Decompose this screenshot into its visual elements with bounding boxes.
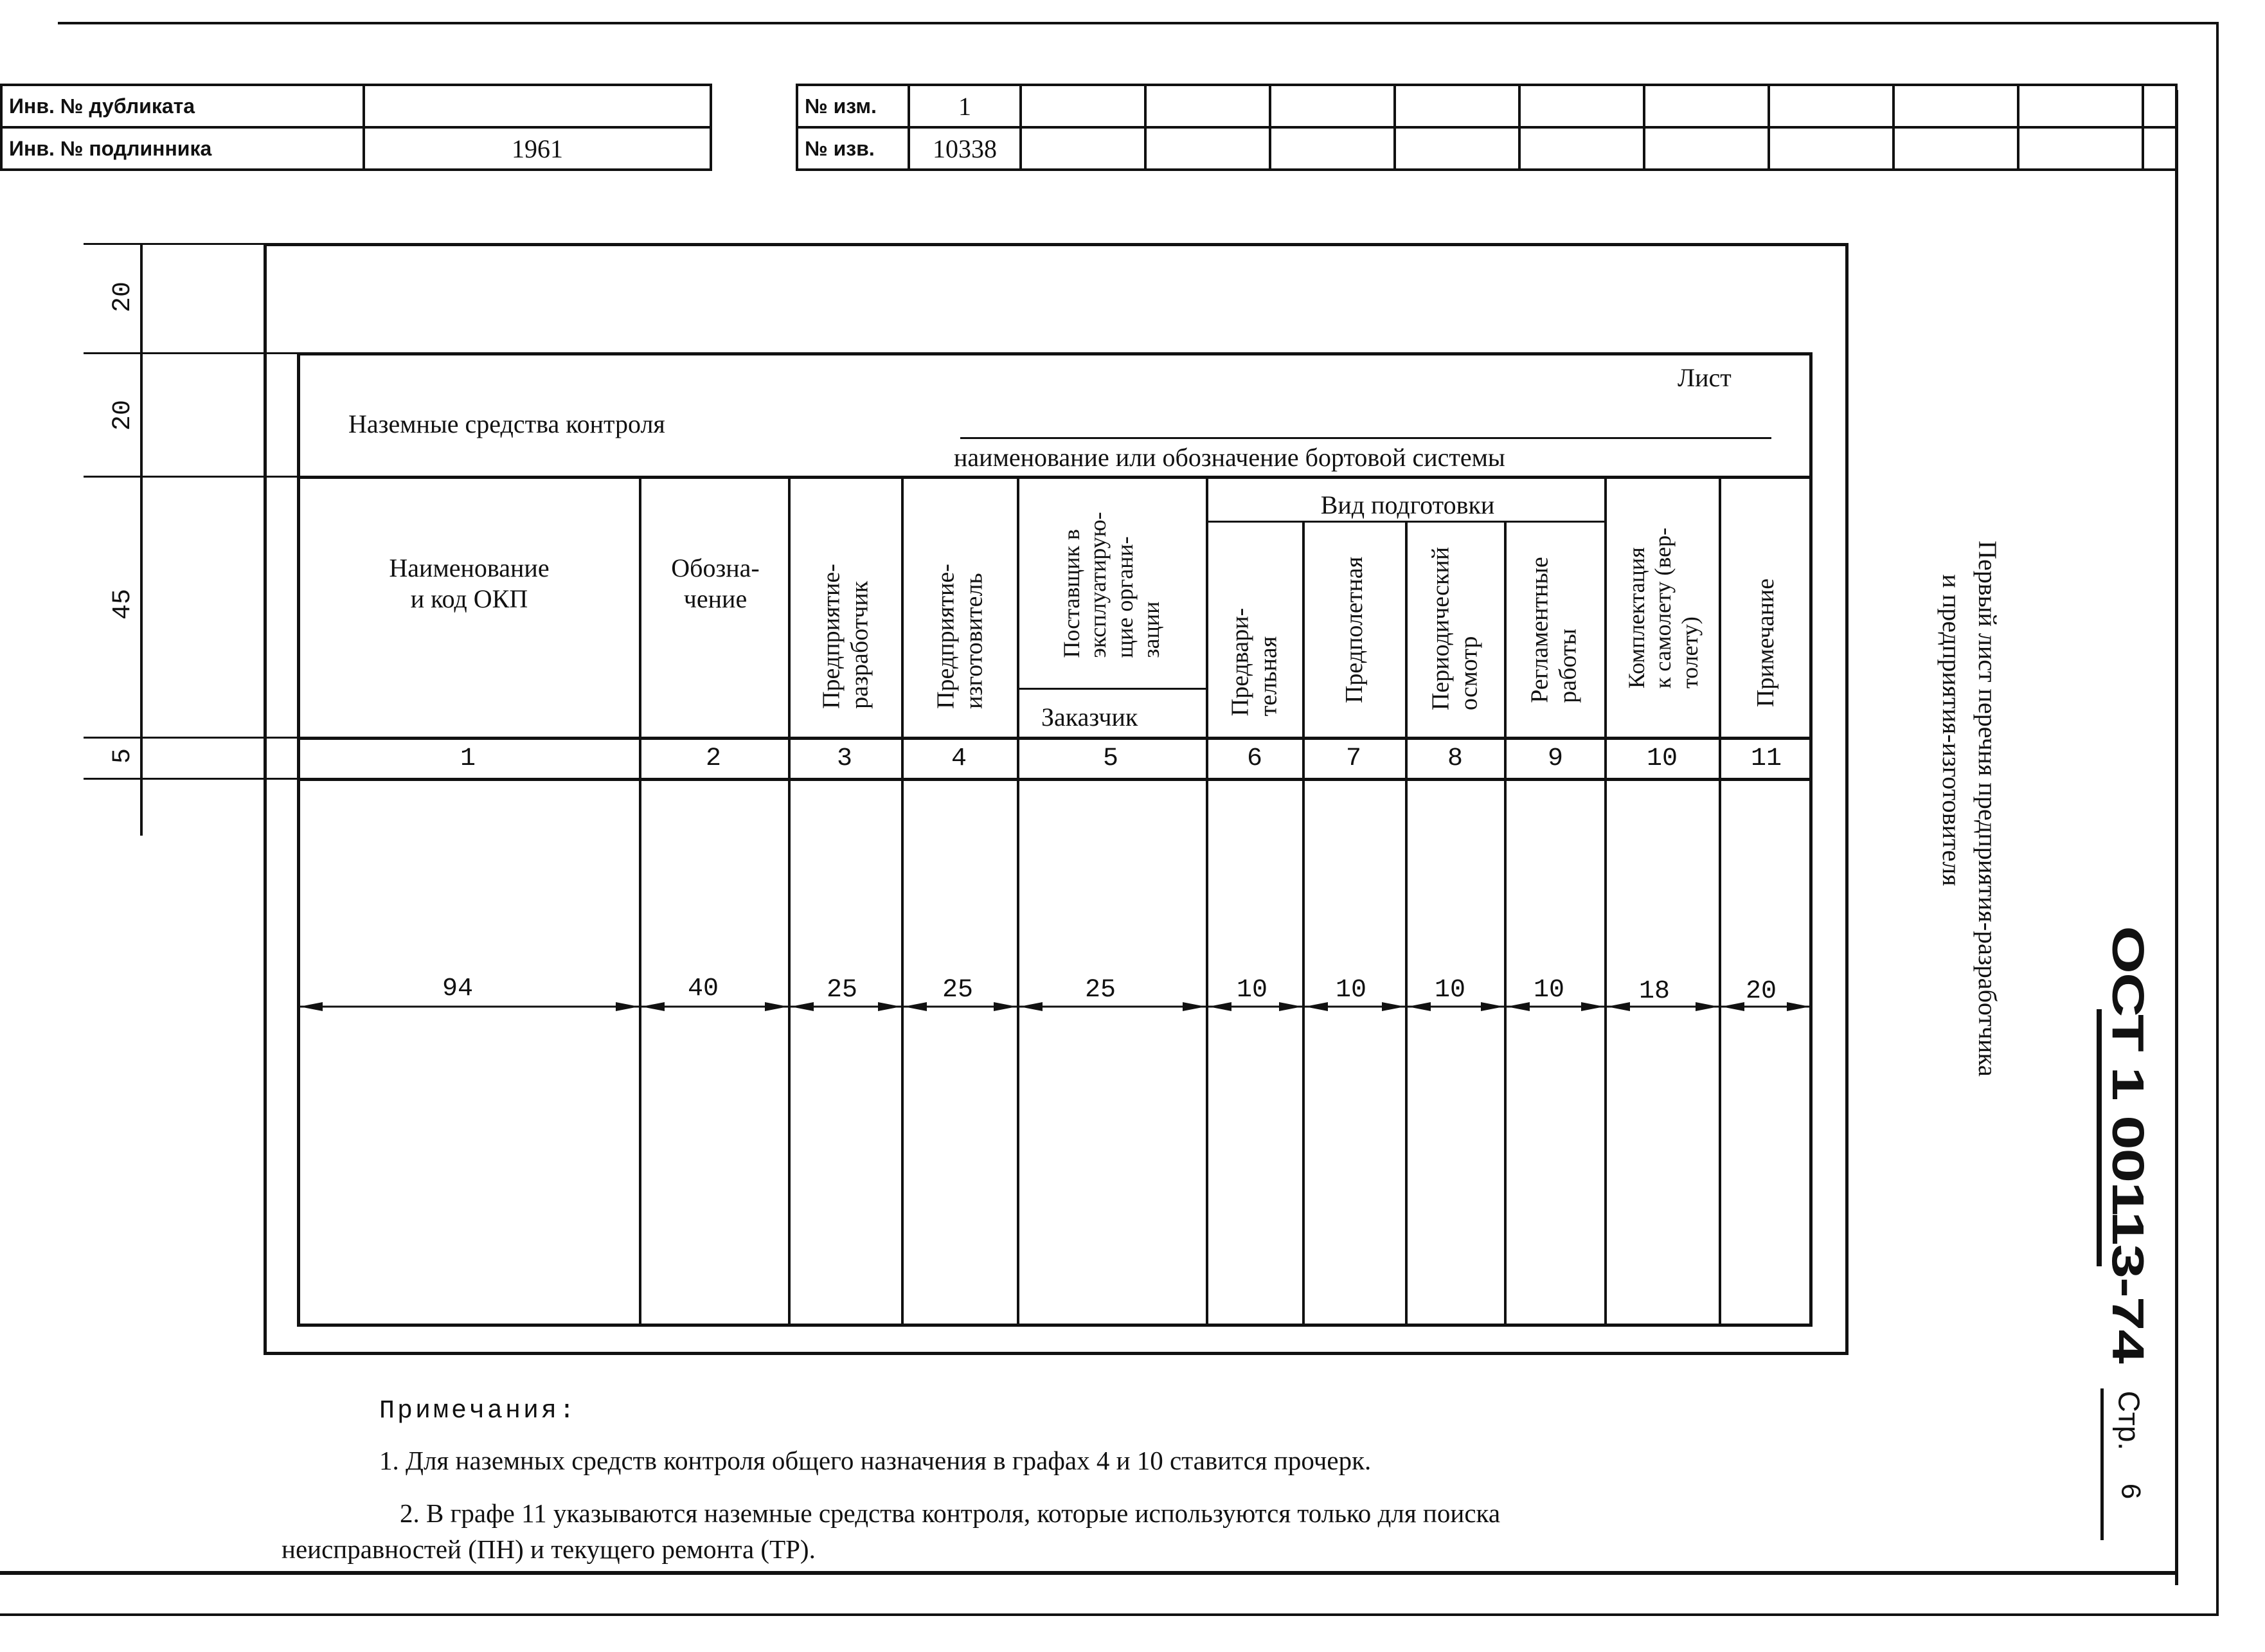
header-col-9: Регламентные работы (1526, 557, 1581, 703)
inner-bottom-line (0, 1571, 2178, 1575)
header-top-rule (297, 476, 1813, 479)
col-number-11: 11 (1750, 744, 1782, 773)
inner-right-line (2175, 90, 2178, 1585)
col-rule-3 (901, 477, 904, 1327)
page-number: 6 (2113, 1482, 2145, 1500)
note-2-line-1: 2. В графе 11 указываются наземные средства контроля, которые используются только для поиска (400, 1498, 1501, 1528)
header-col-11: Примечание (1752, 578, 1780, 708)
width-label-6: 10 (1236, 976, 1268, 1005)
form-title: Наземные средства контроля (348, 409, 665, 438)
col-number-10: 10 (1646, 744, 1678, 773)
dim-label-1: 20 (109, 281, 138, 313)
header-col-7: Предполетная (1341, 556, 1368, 704)
customer-rule (1018, 688, 1207, 690)
width-label-11: 20 (1745, 977, 1777, 1006)
change-stamp (796, 84, 2178, 171)
header-col-5: Поставщик в эксплуатирую- щие органи- зации (1059, 512, 1165, 658)
dim-ext-1 (84, 243, 267, 245)
col-rule-5 (1206, 477, 1208, 1327)
dup-label: Инв. № дубликата (1, 85, 364, 127)
system-caption: наименование или обозначение бортовой системы (954, 443, 1505, 472)
frame-top-line (58, 22, 2217, 24)
header-bottom-rule (297, 737, 1813, 740)
header-col-10: Комплектация к самолету (вер- толету) (1623, 527, 1703, 689)
col-number-1: 1 (460, 744, 476, 773)
width-dimension-line (297, 994, 1813, 1019)
page-label: Стр. (2112, 1390, 2146, 1451)
notice-label: № изв. (797, 127, 909, 170)
frame-bottom-line (0, 1613, 2219, 1616)
width-label-10: 18 (1638, 977, 1670, 1006)
col-rule-2 (788, 477, 791, 1327)
dim-label-4: 5 (109, 748, 138, 764)
orig-value: 1961 (364, 127, 711, 170)
frame-right-line (2216, 22, 2219, 1616)
width-label-7: 10 (1335, 976, 1367, 1005)
header-col-1: Наименование и код ОКП (389, 553, 550, 613)
width-label-2: 40 (687, 974, 719, 1003)
number-row-rule (297, 778, 1813, 781)
header-col-3: Предприятие- разработчик (818, 564, 873, 709)
width-label-3: 25 (826, 976, 858, 1005)
side-caption-line-1: Первый лист перечня предприятия-разработчика (1973, 541, 2002, 1077)
header-col-2: Обозна- чение (671, 553, 760, 613)
notice-value: 10338 (909, 127, 1021, 170)
width-label-8: 10 (1434, 976, 1466, 1005)
col-number-6: 6 (1246, 744, 1263, 773)
header-col-8: Периодический осмотр (1427, 546, 1482, 711)
note-1: 1. Для наземных средств контроля общего назначения в графах 4 и 10 ставится прочерк. (379, 1446, 1372, 1475)
side-caption-line-2: и предприятия-изготовителя (1937, 574, 1966, 886)
dim-vertical-line (140, 244, 143, 836)
dim-label-3: 45 (109, 588, 138, 620)
col-rule-4 (1017, 477, 1019, 1327)
page-rule (2100, 1388, 2104, 1540)
group-header: Вид подготовки (1320, 490, 1495, 519)
col-number-3: 3 (836, 744, 853, 773)
col-rule-7 (1405, 522, 1408, 1327)
col-number-9: 9 (1547, 744, 1564, 773)
dup-value (364, 85, 711, 127)
col-rule-6 (1302, 522, 1305, 1327)
header-col-6: Предвари- тельная (1226, 607, 1282, 717)
col-number-5: 5 (1102, 744, 1119, 773)
sheet-label: Лист (1678, 363, 1732, 392)
code-top-rule (2097, 1009, 2102, 1266)
inventory-stamp (0, 84, 712, 171)
change-value: 1 (909, 85, 1021, 127)
orig-label: Инв. № подлинника (1, 127, 364, 170)
col-number-7: 7 (1345, 744, 1362, 773)
col-rule-1 (639, 477, 641, 1327)
change-label: № изм. (797, 85, 909, 127)
col-rule-10 (1719, 477, 1721, 1327)
system-line (960, 437, 1771, 439)
notes-heading: Примечания: (379, 1397, 578, 1426)
dim-label-2: 20 (109, 399, 138, 431)
width-label-4: 25 (942, 976, 974, 1005)
col-rule-8 (1504, 522, 1507, 1327)
customer-label: Заказчик (1041, 703, 1138, 732)
width-label-5: 25 (1084, 976, 1116, 1005)
col-rule-9 (1604, 477, 1607, 1327)
header-col-4: Предприятие- изготовитель (932, 564, 987, 709)
width-label-9: 10 (1533, 976, 1565, 1005)
col-number-8: 8 (1447, 744, 1464, 773)
note-2-line-2: неисправностей (ПН) и текущего ремонта (ТР). (282, 1534, 816, 1564)
col-number-2: 2 (705, 744, 722, 773)
doc-code: ОСТ 1 00113-74 (2102, 926, 2153, 1363)
col-number-4: 4 (951, 744, 967, 773)
width-label-1: 94 (442, 974, 474, 1003)
